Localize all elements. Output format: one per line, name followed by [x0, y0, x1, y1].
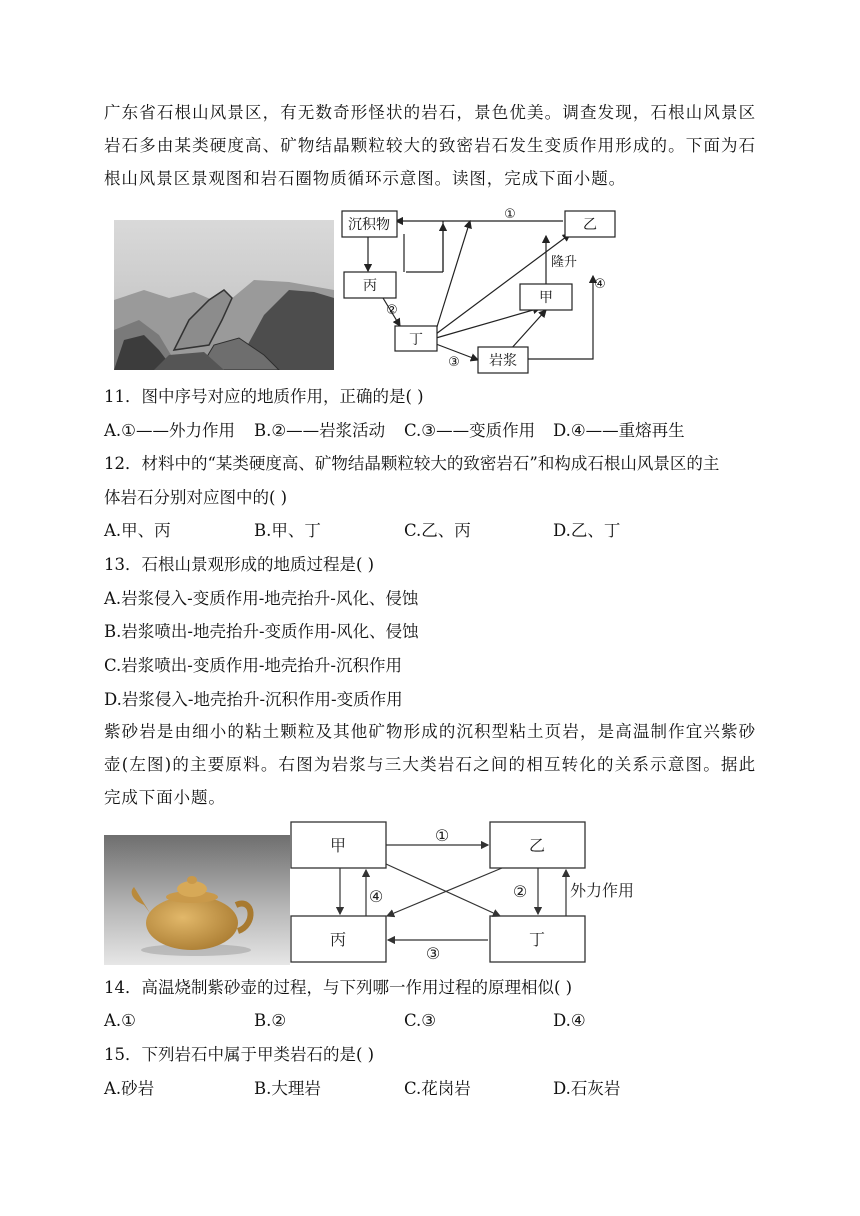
- passage-1: 广东省石根山风景区，有无数奇形怪状的岩石，景色优美。调查发现，石根山风景区岩石多由某类硬度高、矿物结晶颗粒较大的致密岩石发生变质作用形成的。下面为石根山风景区景观图和岩石圈物质循环示意图。读图，完成下面小题。: [104, 103, 756, 188]
- label-4: ④: [594, 277, 606, 292]
- label2-external: 外力作用: [570, 881, 635, 900]
- q14-option-a[interactable]: A.①: [104, 1011, 136, 1030]
- teapot-photo: [104, 835, 290, 965]
- box2-yi: 乙: [528, 836, 546, 855]
- box-yi: 乙: [583, 217, 597, 233]
- q13-option-c[interactable]: C.岩浆喷出-变质作用-地壳抬升-沉积作用: [104, 656, 403, 675]
- label-2: ②: [386, 303, 398, 318]
- label-3: ③: [448, 355, 460, 370]
- q14-option-c[interactable]: C.③: [404, 1011, 437, 1030]
- q13-option-d[interactable]: D.岩浆侵入-地壳抬升-沉积作用-变质作用: [104, 690, 403, 709]
- q11-option-a[interactable]: A.①——外力作用: [104, 421, 235, 440]
- q11-stem: 11．图中序号对应的地质作用，正确的是( ): [104, 387, 424, 406]
- q13-option-a[interactable]: A.岩浆侵入-变质作用-地壳抬升-风化、侵蚀: [104, 589, 419, 608]
- label2-1: ①: [434, 826, 450, 845]
- rock-cycle-diagram-2: [290, 820, 650, 965]
- box-bing: 丙: [363, 278, 377, 294]
- label-uplift: 隆升: [550, 255, 578, 270]
- q11-option-d[interactable]: D.④——重熔再生: [553, 421, 685, 440]
- q14-option-d[interactable]: D.④: [553, 1011, 586, 1030]
- label2-4: ④: [368, 887, 384, 906]
- label2-3: ③: [425, 944, 441, 963]
- q14-option-b[interactable]: B.②: [254, 1011, 287, 1030]
- box-jia: 甲: [539, 290, 553, 306]
- box-magma: 岩浆: [489, 353, 517, 369]
- q12-option-d[interactable]: D.乙、丁: [553, 521, 621, 540]
- q15-option-c[interactable]: C.花岗岩: [404, 1079, 471, 1098]
- q12-option-b[interactable]: B.甲、丁: [254, 521, 321, 540]
- q13-stem: 13．石根山景观形成的地质过程是( ): [104, 555, 375, 574]
- label-1: ①: [504, 207, 516, 222]
- q14-stem: 14．高温烧制紫砂壶的过程，与下列哪一作用过程的原理相似( ): [104, 978, 573, 997]
- passage-2: 紫砂岩是由细小的粘土颗粒及其他矿物形成的沉积型粘土页岩，是高温制作宜兴紫砂壶(左图)的主要原料。右图为岩浆与三大类岩石之间的相互转化的关系示意图。据此完成下面小题。: [104, 722, 756, 807]
- q11-option-c[interactable]: C.③——变质作用: [404, 421, 536, 440]
- label2-2: ②: [512, 882, 528, 901]
- q15-option-d[interactable]: D.石灰岩: [553, 1079, 621, 1098]
- q12-stem-line2: 体岩石分别对应图中的( ): [104, 488, 288, 507]
- q12-option-a[interactable]: A.甲、丙: [104, 521, 171, 540]
- box2-bing: 丙: [329, 930, 347, 949]
- q15-stem: 15．下列岩石中属于甲类岩石的是( ): [104, 1045, 375, 1064]
- q12-stem-line1: 12．材料中的“某类硬度高、矿物结晶颗粒较大的致密岩石”和构成石根山风景区的主: [104, 454, 720, 473]
- rock-cycle-diagram-1: [338, 204, 620, 376]
- scenery-photo: [114, 220, 334, 370]
- q13-option-b[interactable]: B.岩浆喷出-地壳抬升-变质作用-风化、侵蚀: [104, 622, 419, 641]
- box2-ding: 丁: [528, 930, 546, 949]
- box-ding: 丁: [409, 332, 423, 348]
- box-sediment: 沉积物: [348, 217, 390, 233]
- box2-jia: 甲: [329, 836, 347, 855]
- q15-option-b[interactable]: B.大理岩: [254, 1079, 321, 1098]
- q11-option-b[interactable]: B.②——岩浆活动: [254, 421, 386, 440]
- q15-option-a[interactable]: A.砂岩: [104, 1079, 155, 1098]
- q12-option-c[interactable]: C.乙、丙: [404, 521, 471, 540]
